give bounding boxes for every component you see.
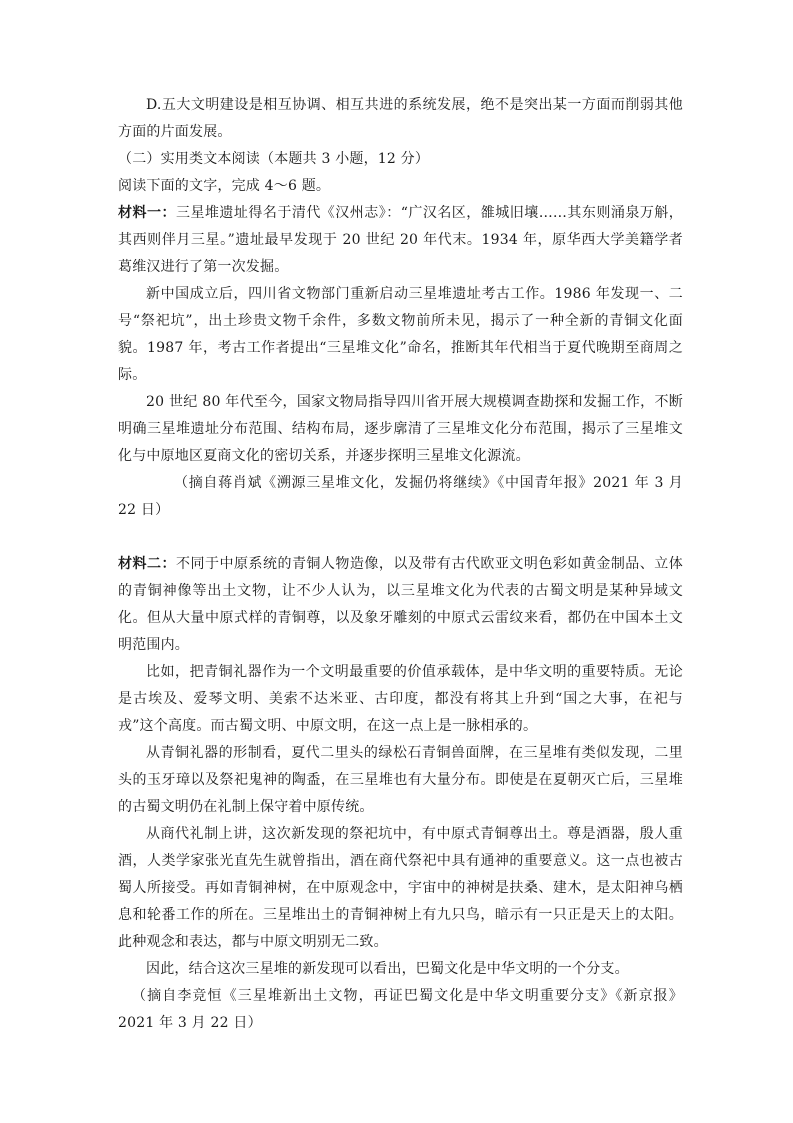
material1-text-1: 三星堆遗址得名于清代《汉州志》：“广汉名区，雒城旧壤……其东则涌泉万斛，其西则伴月三星。”遗址最早发现于 20 世纪 20 年代末。1934 年，原华西大学美籍学者葛维汉进行了第一次发掘。 [118, 205, 683, 275]
material2-paragraph-4: 从商代礼制上讲，这次新发现的祭祀坑中，有中原式青铜尊出土。尊是酒器，殷人重酒，人类学家张光直先生就曾指出，酒在商代祭祀中具有通神的重要意义。这一点也被古蜀人所接受。再如青铜神树，在中原观念中，宇宙中的神树是扶桑、建木，是太阳神乌栖息和轮番工作的所在。三星堆出土的青铜神树上有九只鸟，暗示有一只正是天上的太阳。此种观念和表达，都与中原文明别无二致。 [118, 826, 683, 950]
material2-text-1: 不同于中原系统的青铜人物造像，以及带有古代欧亚文明色彩如黄金制品、立体的青铜神像等出土文物，让不少人认为，以三星堆文化为代表的古蜀文明是某种异域文化。但从大量中原式样的青铜尊，以及象牙雕刻的中原式云雷纹来看，都仍在中国本土文明范围内。 [118, 556, 683, 653]
material2-citation: （摘自李竞恒《三星堆新出土文物，再证巴蜀文化是中华文明重要分支》《新京报》2021 年 3 月 22 日） [118, 988, 683, 1031]
material2-label: 材料二： [118, 556, 176, 572]
option-d-text: D.五大文明建设是相互协调、相互共进的系统发展，绝不是突出某一方面而削弱其他方面的片面发展。 [118, 97, 683, 140]
section-gap [118, 524, 683, 551]
material1-paragraph-3: 20 世纪 80 年代至今，国家文物局指导四川省开展大规模调查勘探和发掘工作，不断明确三星堆遗址分布范围、结构布局，逐步廓清了三星堆文化分布范围，揭示了三星堆文化与中原地区夏商文化的密切关系，并逐步探明三星堆文化源流。 [118, 394, 683, 464]
material1-paragraph-2: 新中国成立后，四川省文物部门重新启动三星堆遗址考古工作。1986 年发现一、二号“祭祀坑”，出土珍贵文物千余件，多数文物前所未见，揭示了一种全新的青铜文化面貌。1987 年，考古工作者提出“三星堆文化”命名，推断其年代相当于夏代晚期至商周之际。 [118, 286, 683, 383]
material1-label: 材料一： [118, 205, 176, 221]
material2-paragraph-3: 从青铜礼器的形制看，夏代二里头的绿松石青铜兽面牌，在三星堆有类似发现，二里头的玉牙璋以及祭祀鬼神的陶盉，在三星堆也有大量分布。即使是在夏朝灭亡后，三星堆的古蜀文明仍在礼制上保守着中原传统。 [118, 745, 683, 815]
material2-paragraph-2: 比如，把青铜礼器作为一个文明最重要的价值承载体，是中华文明的重要特质。无论是古埃及、爱琴文明、美索不达米亚、古印度，都没有将其上升到“国之大事，在祀与戎”这个高度。而古蜀文明、中原文明，在这一点上是一脉相承的。 [118, 664, 683, 734]
material2-paragraph-1 [118, 551, 683, 659]
material1-citation: （摘自蒋肖斌《溯源三星堆文化，发掘仍将继续》《中国青年报》2021 年 3 月 22 日） [118, 475, 683, 518]
material1-paragraph-1 [118, 200, 683, 281]
section-heading: （二）实用类文本阅读（本题共 3 小题，12 分） [118, 151, 430, 167]
document-page [118, 92, 683, 1037]
material2-paragraph-5: 因此，结合这次三星堆的新发现可以看出，巴蜀文化是中华文明的一个分支。 [146, 961, 629, 977]
reading-instruction: 阅读下面的文字，完成 4～6 题。 [118, 178, 331, 194]
